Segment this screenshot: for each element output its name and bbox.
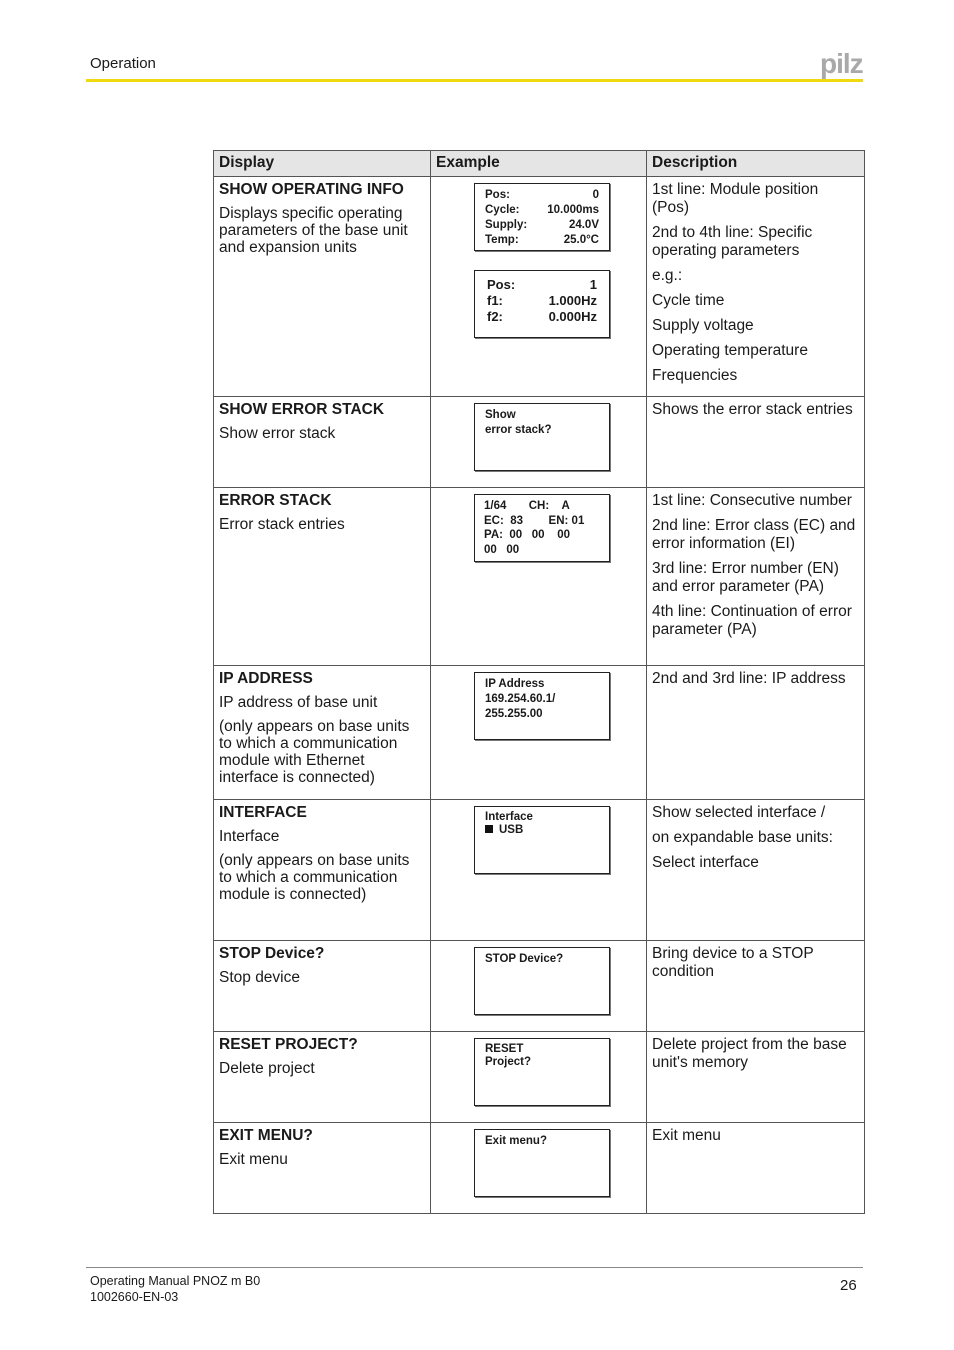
- description-line: 4th line: Continuation of error parameter (PA): [652, 603, 852, 638]
- lcd-row: [485, 188, 599, 203]
- lcd-row: [487, 309, 597, 325]
- display-cell: [214, 177, 431, 397]
- lcd-line: 255.255.00: [485, 708, 543, 720]
- item-text: Interface: [219, 828, 280, 845]
- item-text: Exit menu: [219, 1151, 288, 1168]
- description-line: 3rd line: Error number (EN) and error parameter (PA): [652, 560, 839, 595]
- example-cell: [431, 177, 647, 397]
- column-header-display: Display: [214, 151, 431, 177]
- description-cell: [647, 177, 865, 397]
- description-line: e.g.:: [652, 267, 683, 284]
- lcd-value: 1: [589, 277, 597, 292]
- description-line: Operating temperature: [652, 342, 808, 359]
- table-row: [214, 177, 865, 397]
- lcd-row: [485, 203, 599, 218]
- table-row: [214, 488, 865, 666]
- description-line: on expandable base units:: [652, 829, 833, 846]
- example-cell: [431, 941, 647, 1032]
- description-line: Exit menu: [652, 1127, 721, 1144]
- lcd-display: [474, 494, 610, 562]
- description-line: Supply voltage: [652, 317, 754, 334]
- lcd-line: RESET: [485, 1043, 524, 1055]
- lcd-line: Exit menu?: [485, 1135, 547, 1147]
- display-cell: [214, 397, 431, 488]
- lcd-display: [474, 270, 610, 338]
- lcd-display: [474, 806, 610, 874]
- column-header-description: Description: [647, 151, 865, 177]
- lcd-value: 10.000ms: [547, 204, 599, 216]
- lcd-row: [485, 233, 599, 248]
- document-title: Operating Manual PNOZ m B0: [90, 1274, 261, 1288]
- example-cell: [431, 488, 647, 666]
- example-cell: [431, 800, 647, 941]
- description-line: Show selected interface /: [652, 804, 826, 821]
- item-text: (only appears on base units to which a communication module with Ethernet interface is connected): [219, 718, 410, 786]
- lcd-label: Cycle:: [485, 204, 520, 216]
- lcd-line: STOP Device?: [485, 953, 564, 965]
- table-row: [214, 666, 865, 800]
- item-title: INTERFACE: [219, 804, 307, 821]
- description-line: 1st line: Consecutive number: [652, 492, 852, 509]
- lcd-value: 25.0°C: [563, 234, 599, 246]
- lcd-value: 0.000Hz: [548, 309, 597, 324]
- table-header-row: [214, 151, 865, 177]
- description-line: Select interface: [652, 854, 759, 871]
- display-cell: [214, 800, 431, 941]
- lcd-line: 1/64 CH: A: [484, 500, 570, 512]
- item-text: Displays specific operating parameters of the base unit and expansion units: [219, 205, 408, 256]
- table-row: [214, 397, 865, 488]
- description-cell: [647, 1123, 865, 1214]
- lcd-label: f1:: [487, 293, 503, 308]
- lcd-value: 1.000Hz: [548, 293, 597, 308]
- lcd-line: 00 00: [484, 543, 520, 556]
- example-cell: [431, 1123, 647, 1214]
- description-line: Bring device to a STOP condition: [652, 945, 814, 980]
- item-title: ERROR STACK: [219, 492, 332, 509]
- display-cell: [214, 1123, 431, 1214]
- lcd-label: Pos:: [487, 277, 516, 292]
- description-cell: [647, 1032, 865, 1123]
- lcd-display: [474, 672, 610, 740]
- example-cell: [431, 1032, 647, 1123]
- lcd-line: Interface: [485, 811, 533, 823]
- lcd-value: 0: [592, 189, 599, 201]
- item-text: (only appears on base units to which a communication module is connected): [219, 852, 410, 903]
- display-cell: [214, 488, 431, 666]
- item-title: EXIT MENU?: [219, 1127, 313, 1144]
- lcd-label: Pos:: [485, 189, 510, 201]
- footer-document-info: [90, 1273, 260, 1305]
- description-cell: [647, 397, 865, 488]
- lcd-display: [474, 1038, 610, 1106]
- description-cell: [647, 800, 865, 941]
- table-row: [214, 1123, 865, 1214]
- lcd-line: EC: 83 EN: 01: [484, 514, 585, 527]
- lcd-row: [487, 277, 597, 293]
- lcd-line: PA: 00 00 00: [484, 529, 571, 541]
- lcd-value: 24.0V: [568, 219, 599, 231]
- lcd-display: [474, 183, 610, 251]
- description-line: Shows the error stack entries: [652, 401, 853, 418]
- description-line: Cycle time: [652, 292, 725, 309]
- description-cell: [647, 488, 865, 666]
- item-text: IP address of base unit: [219, 694, 378, 711]
- description-line: Delete project from the base unit's memory: [652, 1036, 847, 1071]
- document-number: 1002660-EN-03: [90, 1290, 179, 1304]
- menu-table: [213, 150, 865, 1214]
- description-line: 2nd and 3rd line: IP address: [652, 670, 846, 687]
- item-text: Show error stack: [219, 425, 336, 442]
- description-line: 2nd line: Error class (EC) and error information (EI): [652, 517, 856, 552]
- description-line: 1st line: Module position (Pos): [652, 181, 819, 216]
- lcd-display: [474, 403, 610, 471]
- lcd-line: error stack?: [485, 424, 552, 436]
- item-title: RESET PROJECT?: [219, 1036, 358, 1053]
- item-title: STOP Device?: [219, 945, 325, 962]
- display-cell: [214, 1032, 431, 1123]
- table-row: [214, 1032, 865, 1123]
- description-line: Frequencies: [652, 367, 738, 384]
- lcd-label: f2:: [487, 309, 503, 324]
- lcd-line: Project?: [485, 1056, 532, 1068]
- lcd-label: Temp:: [485, 234, 519, 246]
- selected-square-icon: [485, 825, 493, 833]
- display-cell: [214, 666, 431, 800]
- lcd-display: [474, 1129, 610, 1197]
- description-cell: [647, 666, 865, 800]
- lcd-label: Supply:: [485, 219, 528, 231]
- example-cell: [431, 397, 647, 488]
- lcd-line: 169.254.60.1/: [485, 693, 556, 705]
- item-title: SHOW OPERATING INFO: [219, 181, 404, 198]
- footer-rule: [86, 1267, 863, 1268]
- header-rule: [86, 79, 863, 82]
- item-text: Delete project: [219, 1060, 315, 1077]
- item-text: Stop device: [219, 969, 300, 986]
- lcd-display: [474, 947, 610, 1015]
- page-number: 26: [840, 1277, 857, 1294]
- header-section-title: Operation: [90, 55, 156, 72]
- item-title: SHOW ERROR STACK: [219, 401, 385, 418]
- column-header-example: Example: [431, 151, 647, 177]
- table-row: [214, 800, 865, 941]
- item-title: IP ADDRESS: [219, 670, 313, 687]
- lcd-line: Show: [485, 409, 516, 421]
- display-cell: [214, 941, 431, 1032]
- lcd-line: IP Address: [485, 678, 545, 690]
- lcd-option: USB: [499, 824, 524, 836]
- item-text: Error stack entries: [219, 516, 345, 533]
- lcd-row: [487, 293, 597, 309]
- description-cell: [647, 941, 865, 1032]
- lcd-row: [485, 218, 599, 233]
- table-row: [214, 941, 865, 1032]
- example-cell: [431, 666, 647, 800]
- lcd-line: [485, 824, 599, 837]
- pilz-logo: pilz: [820, 48, 863, 79]
- description-line: 2nd to 4th line: Specific operating parameters: [652, 224, 813, 259]
